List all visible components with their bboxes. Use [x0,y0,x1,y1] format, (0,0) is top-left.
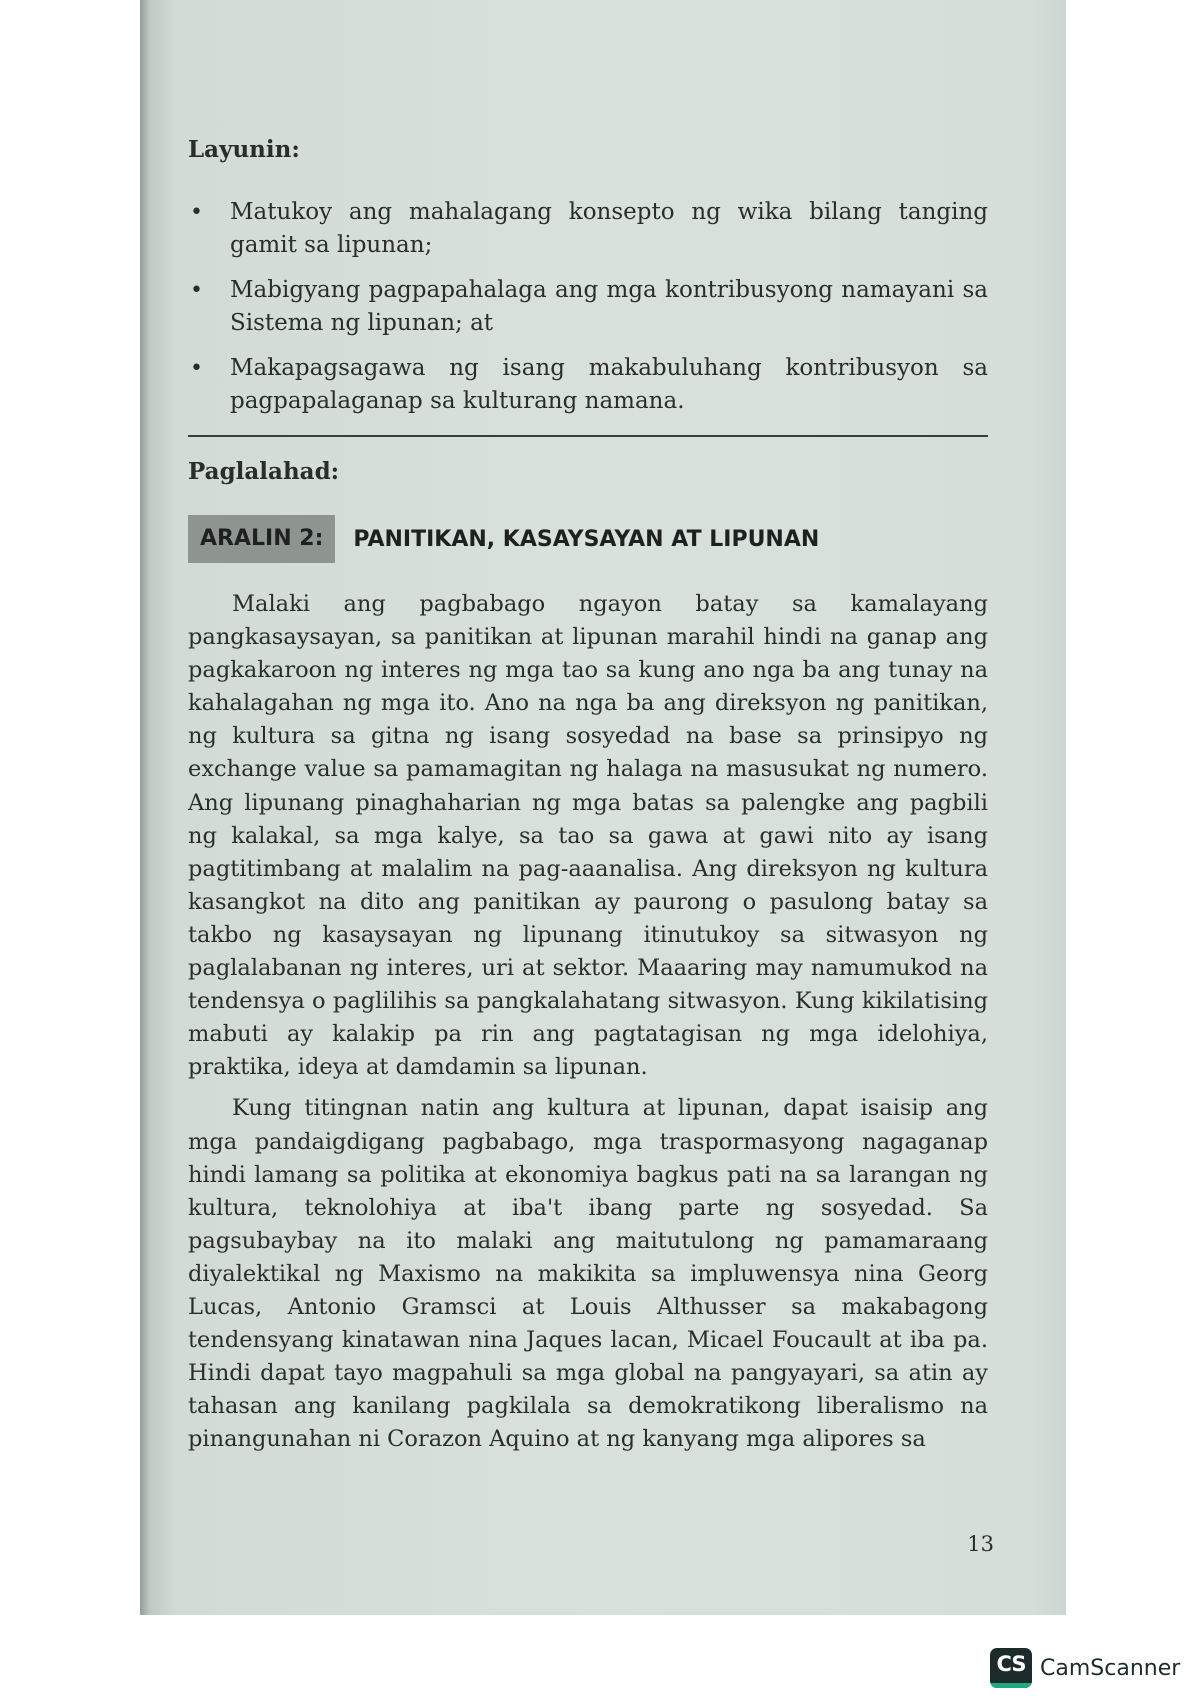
lesson-title: PANITIKAN, KASAYSAYAN AT LIPUNAN [353,526,820,552]
objectives-list [188,196,988,430]
page-shadow [140,0,150,1615]
page-number: 13 [967,1532,994,1556]
objectives-heading: Layunin: [188,136,300,163]
objective-text: Makapagsagawa ng isang makabuluhang kontribusyon sa pagpapalaganap sa kulturang namana. [230,355,988,414]
bullet-icon: • [190,278,203,303]
camscanner-logo-icon [990,1648,1032,1688]
bullet-icon: • [190,200,203,225]
body-paragraph: Malaki ang pagbabago ngayon batay sa kamalayang pangkasaysayan, sa panitikan at lipunan marahil hindi na ganap ang pagkakaroon ng interes ng mga tao sa kung ano nga ba ang tunay na kahalagahan ng mga ito. Ano na nga ba ang direksyon ng panitikan, ng kultura sa gitna ng isang sosyedad na base sa prinsipyo ng exchange value sa pamamagitan ng halaga na masusukat ng numero. Ang lipunang pinaghaharian ng mga batas sa palengke ang pagbili ng kalakal, sa mga kalye, sa tao sa gawa at gawi nito ay isang pagtitimbang at malalim na pag-aaanalisa. Ang direksyon ng kultura kasangkot na dito ang panitikan ay paurong o pasulong batay sa takbo ng kasaysayan ng lipunang itinutukoy sa sitwasyon ng paglalabanan ng interes, uri at sektor. Maaaring may namumukod na tendensya o paglilihis sa pangkalahatang sitwasyon. Kung kikilatising mabuti ay kalakip pa rin ang pagtatagisan ng mga idelohiya, praktika, ideya at damdamin sa lipunan. [188,591,988,1081]
camscanner-watermark [990,1648,1180,1688]
body-paragraph: Kung titingnan natin ang kultura at lipunan, dapat isaisip ang mga pandaigdigang pagbabago, mga traspormasyong nagaganap hindi lamang sa politika at ekonomiya bagkus pati na sa larangan ng kultura, teknolohiya at iba't ibang parte ng sosyedad. Sa pagsubaybay na ito malaki ang maitutulong ng pamamaraang diyalektikal ng Maxismo na makikita sa impluwensya nina Georg Lucas, Antonio Gramsci at Louis Althusser sa makabagong tendensyang kinatawan nina Jaques lacan, Micael Foucault at iba pa. Hindi dapat tayo magpahuli sa mga global na pangyayari, sa atin ay tahasan ang kanilang pagkilala sa demokratikong liberalismo na pinangunahan ni Corazon Aquino at ng kanyang mga alipores sa [188,1095,988,1453]
objective-text: Mabigyang pagpapahalaga ang mga kontribusyong namayani sa Sistema ng lipunan; at [230,277,988,336]
camscanner-logo-text: CS [996,1652,1026,1676]
lesson-header [188,515,819,563]
presentation-heading: Paglalahad: [188,458,340,485]
lesson-body [188,588,988,1464]
section-divider [188,435,988,437]
objective-item [188,274,988,340]
bullet-icon: • [190,356,203,381]
objective-item [188,196,988,262]
camscanner-name: CamScanner [1040,1655,1181,1681]
lesson-badge: ARALIN 2: [188,515,335,563]
objective-item [188,352,988,418]
scanned-page [140,0,1066,1615]
objective-text: Matukoy ang mahalagang konsepto ng wika bilang tanging gamit sa lipunan; [230,199,988,258]
